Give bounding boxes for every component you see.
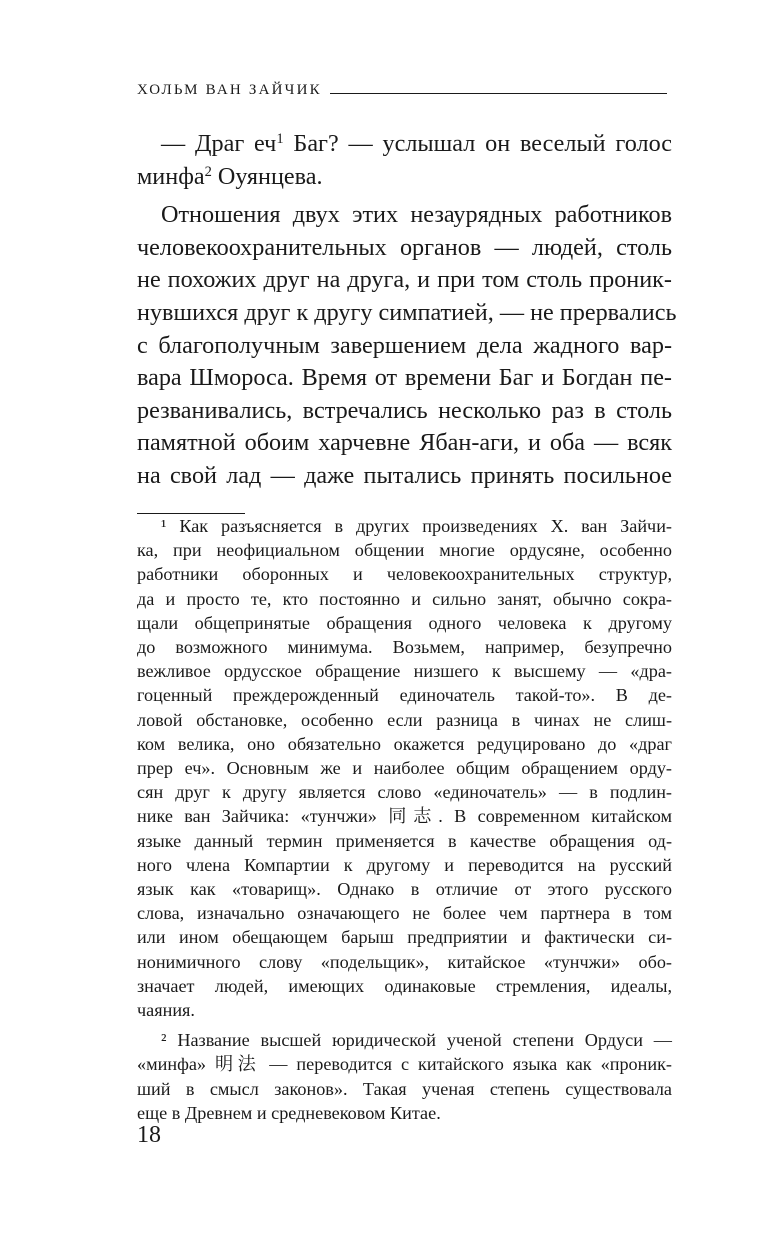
footnote-line: значает людей, имеющих одинаковые стремления, идеалы, bbox=[137, 975, 672, 996]
footnote-line: ший в смысл законов». Такая ученая степень существовала bbox=[137, 1078, 672, 1099]
footnote-line: ком велика, оно обязательно окажется редуцировано до «драг bbox=[137, 733, 672, 754]
text-line: человекоохранительных органов — людей, столь bbox=[137, 233, 672, 261]
footnote-1 bbox=[137, 514, 672, 1022]
header-rule bbox=[330, 93, 667, 94]
main-text bbox=[137, 128, 677, 493]
text-line: резванивались, встречались несколько раз в столь bbox=[137, 396, 672, 424]
footnote-line: прер еч». Основным же и наиболее общим обращением орду- bbox=[137, 758, 672, 779]
footnote-2 bbox=[137, 1028, 672, 1125]
footnotes bbox=[137, 514, 672, 1125]
text-line: на свой лад — даже пытались принять посильное bbox=[137, 461, 672, 489]
footnote-line: ного члена Компартии к другому и переводится на русский bbox=[137, 854, 672, 875]
text-line: не похожих друг на друга, и при том столь проник- bbox=[137, 266, 672, 294]
text-line: — Драг $еч^1$ Баг? — услышал он веселый голос bbox=[161, 130, 673, 157]
running-header bbox=[137, 78, 667, 102]
footnote-line: да и просто те, кто постоянно и сильно занят, обычно сокра- bbox=[137, 588, 672, 609]
paragraph-1 bbox=[137, 128, 672, 193]
footnote-line: вежливое ордусское обращение низшего к высшему — «дра- bbox=[137, 661, 672, 682]
footnote-line: язык как «товарищ». Однако в отличие от этого русского bbox=[137, 879, 672, 900]
footnote-line: ² Название высшей юридической ученой степени Ордуси — bbox=[161, 1030, 672, 1051]
footnote-line: слова, изначально означающего не более чем партнера в том bbox=[137, 903, 672, 924]
footnote-line: чаяния. bbox=[137, 1000, 195, 1021]
footnote-line: сян друг к другу является слово «единочатель» — в подлин- bbox=[137, 782, 672, 803]
footnote-line: щали общепринятые обращения одного человека к другому bbox=[137, 612, 672, 633]
footnote-line: до возможного минимума. Возьмем, например, безупречно bbox=[137, 637, 672, 658]
text-line: с благополучным завершением дела жадного вар- bbox=[137, 331, 672, 359]
footnote-line: нике ван Зайчика: «тунчжи» 同志. В современном китайском bbox=[137, 806, 672, 827]
paragraph-2 bbox=[137, 199, 677, 492]
footnote-ref-1: 1 bbox=[276, 131, 284, 148]
text-line: нувшихся друг к другу симпатией, — не прервались bbox=[137, 298, 677, 326]
footnote-line: или ином обещающем барыш предприятии и фактически си- bbox=[137, 927, 672, 948]
footnote-line: еще в Древнем и средневековом Китае. bbox=[137, 1102, 441, 1123]
page-number: 18 bbox=[137, 1122, 161, 1148]
text-line: Отношения двух этих незаурядных работников bbox=[161, 201, 672, 229]
footnote-line: ка, при неофициальном общении многие ордусяне, особенно bbox=[137, 540, 672, 561]
footnote-line: ¹ Как разъясняется в других произведениях Х. ван Зайчи- bbox=[161, 516, 672, 536]
footnote-ref-2: 2 bbox=[204, 163, 212, 180]
text-line: вара Шмороса. Время от времени Баг и Богдан пе- bbox=[137, 364, 672, 392]
text-line: минфа$^2$ Оуянцева. bbox=[137, 162, 323, 190]
footnote-line: работники оборонных и человекоохранительных структур, bbox=[137, 564, 672, 585]
text-line: памятной обоим харчевне Ябан-аги, и оба — всяк bbox=[137, 429, 672, 457]
running-title: ХОЛЬМ ВАН ЗАЙЧИК bbox=[137, 81, 322, 98]
footnote-line: «минфа» 明法 — переводится с китайского языка как «проник- bbox=[137, 1054, 672, 1075]
footnote-line: гоценный преждерожденный единочатель такой-то». В де- bbox=[137, 685, 672, 706]
footnote-line: языке данный термин применяется в качестве обращения од- bbox=[137, 830, 672, 851]
footnote-line: нонимичного слову «подельщик», китайское «тунчжи» обо- bbox=[137, 951, 672, 972]
footnote-line: ловой обстановке, особенно если разница в чинах не слиш- bbox=[137, 709, 672, 730]
